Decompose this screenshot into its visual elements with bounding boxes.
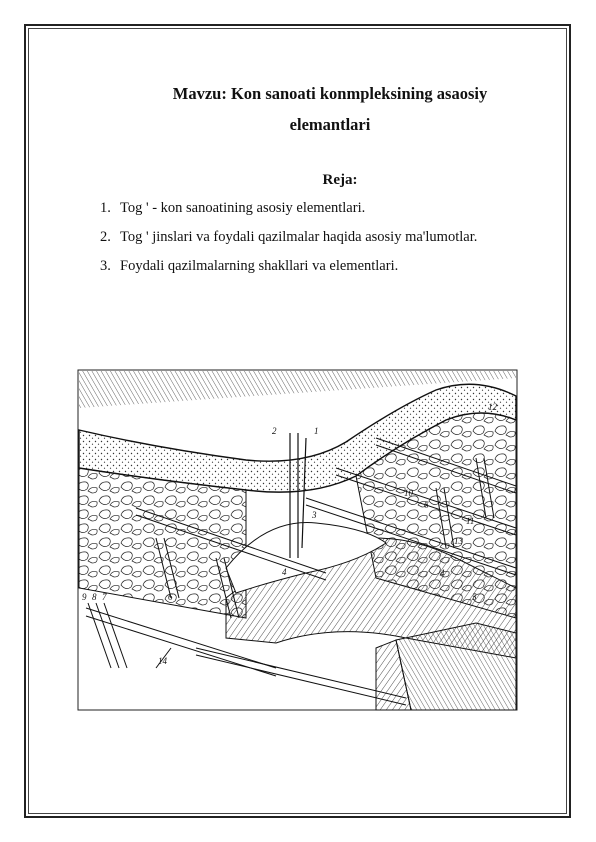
plan-heading: Reja: xyxy=(322,172,358,188)
label-10: 10 xyxy=(404,488,413,498)
plan-item xyxy=(100,256,477,285)
plan-item xyxy=(100,198,477,227)
mine-diagram-figure xyxy=(76,368,519,712)
document-title-line1: Mavzu: Kon sanoati konmpleksining asaosiy xyxy=(172,84,488,103)
label-14: 14 xyxy=(158,656,167,666)
plan-item-number: 3. xyxy=(100,258,111,274)
plan-item-text: Tog ' jinslari va foydali qazilmalar haqida asosiy ma'lumotlar. xyxy=(120,229,478,245)
plan-item-text: Tog ' - kon sanoatining asosiy elementlari. xyxy=(120,200,366,216)
label-8: 8 xyxy=(92,592,97,602)
label-9: 9 xyxy=(82,592,87,602)
plan-item-number: 1. xyxy=(100,200,111,216)
lower-block xyxy=(396,623,516,710)
label-11: 11 xyxy=(466,516,475,526)
label-4: 4 xyxy=(282,567,287,577)
label-4b: 4 xyxy=(440,568,445,578)
plan-item xyxy=(100,227,477,256)
label-7: 7 xyxy=(102,592,107,602)
label-6: 6 xyxy=(168,592,173,602)
label-1: 1 xyxy=(314,426,319,436)
plan-item-text: Foydali qazilmalarning shakllari va elementlari. xyxy=(120,258,399,274)
plan-item-number: 2. xyxy=(100,229,111,245)
label-12: 12 xyxy=(488,402,497,412)
label-2: 2 xyxy=(272,426,277,436)
label-6b: 6 xyxy=(424,500,429,510)
label-13: 13 xyxy=(454,536,463,546)
label-3: 3 xyxy=(312,510,317,520)
document-title-line2: elemantlari xyxy=(289,115,371,134)
plan-list xyxy=(100,198,477,285)
label-5: 5 xyxy=(472,592,477,602)
